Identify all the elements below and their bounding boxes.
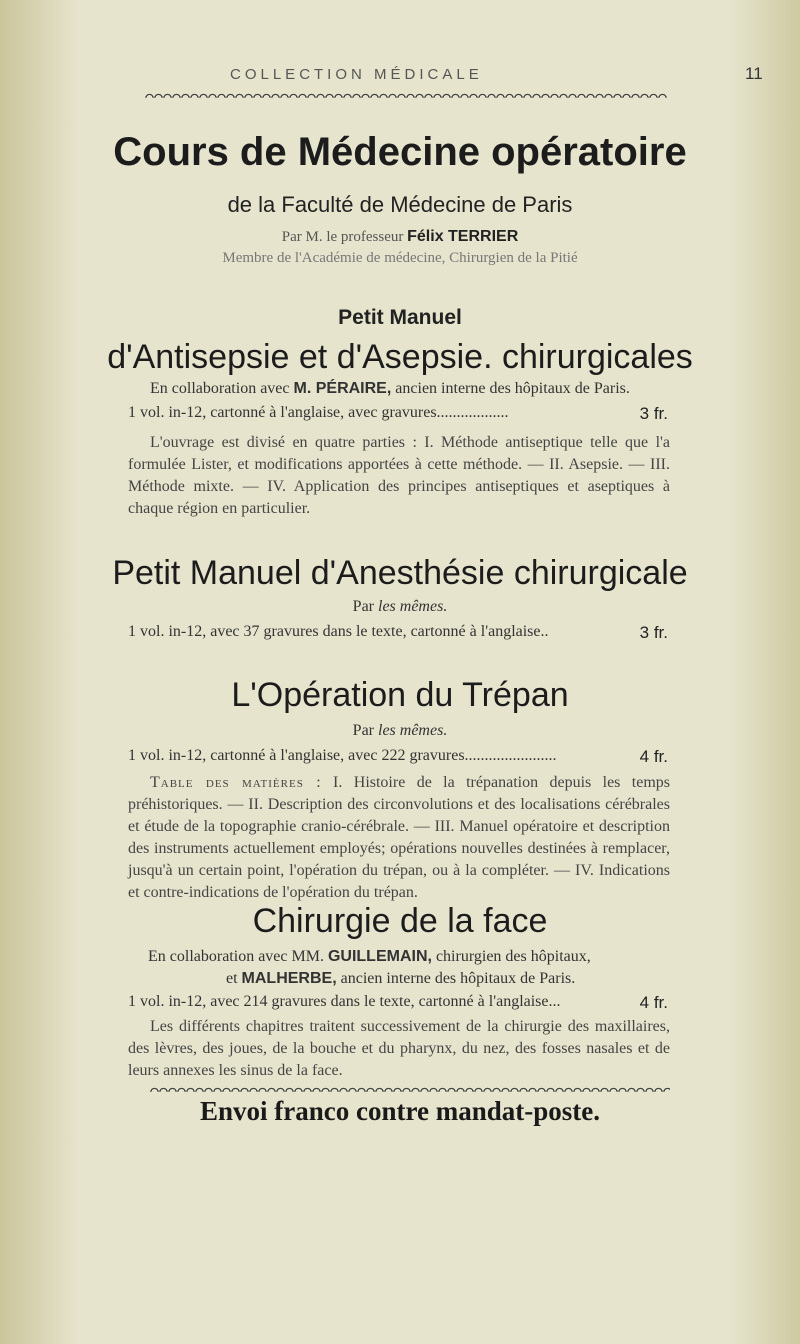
book4-format-row: 1 vol. in-12, avec 214 gravures dans le texte, cartonné à l'anglaise... 4 fr. bbox=[128, 993, 668, 1012]
running-header bbox=[0, 60, 800, 90]
book1-format-row: 1 vol. in-12, cartonné à l'anglaise, avec gravures.................. 3 fr. bbox=[128, 404, 668, 423]
book3-title: L'Opération du Trépan bbox=[231, 676, 569, 714]
book1-price: 3 fr. bbox=[639, 404, 668, 423]
author-prefix: Par M. le professeur bbox=[281, 229, 404, 245]
book3-price: 4 fr. bbox=[639, 747, 668, 766]
ornamental-rule-top bbox=[145, 92, 667, 98]
book4-collaboration-line1: En collaboration avec MM. GUILLEMAIN, chirurgien des hôpitaux, bbox=[148, 948, 591, 965]
author-title: Membre de l'Académie de médecine, Chirurgien de la Pitié bbox=[222, 250, 578, 266]
book3-byline: Par les mêmes. bbox=[352, 722, 448, 739]
book2-byline: Par les mêmes. bbox=[352, 598, 448, 615]
table-of-contents-label: Table des matières : bbox=[150, 774, 322, 791]
book1-title-small: Petit Manuel bbox=[338, 306, 462, 329]
book4-price: 4 fr. bbox=[639, 993, 668, 1012]
book4-description: Les différents chapitres traitent successivement de la chirurgie des maxillaires, des lèvres, des joues, de la bouche et du pharynx, du nez, des fosses nasales et de leurs annexes les sinus de la face. bbox=[128, 1018, 670, 1079]
book1-description: L'ouvrage est divisé en quatre parties : I. Méthode antiseptique telle que l'a formulée Lister, et modifications apportées à cette méthode. — II. Asepsie. — III. Méthode mixte. — IV. Application des principes antiseptiques et aseptiques à chaque région en particulier. bbox=[128, 434, 670, 517]
shipping-note: Envoi franco contre mandat-poste. bbox=[200, 1096, 600, 1126]
author-name: Félix TERRIER bbox=[407, 228, 519, 245]
book3-description: Table des matières : I. Histoire de la trépanation depuis les temps préhistoriques. — II. Description des circonvolutions et des localisations cérébrales et étude de la topographie cranio-cérébrale. — III. Manuel opératoire et description des instruments actuellement employés; opérations nouvelles destinées à remplacer, jusqu'à un certain point, l'opération du trépan, ou à la compléter. — IV. Indications et contre-indications de l'opération du trépan. bbox=[128, 774, 670, 901]
main-title: Cours de Médecine opératoire bbox=[113, 130, 687, 174]
book4-title: Chirurgie de la face bbox=[252, 902, 548, 940]
collection-title: COLLECTION MÉDICALE bbox=[230, 66, 483, 83]
book4-collaboration-line2: et MALHERBE, ancien interne des hôpitaux de Paris. bbox=[226, 970, 576, 987]
book1-collaboration: En collaboration avec M. PÉRAIRE, ancien interne des hôpitaux de Paris. bbox=[150, 380, 630, 397]
subtitle: de la Faculté de Médecine de Paris bbox=[227, 192, 573, 217]
book2-title: Petit Manuel d'Anesthésie chirurgicale bbox=[112, 554, 688, 592]
ornamental-rule-bottom bbox=[150, 1086, 670, 1092]
book3-format-row: 1 vol. in-12, cartonné à l'anglaise, avec 222 gravures....................... 4 fr. bbox=[128, 747, 668, 766]
book2-format-row: 1 vol. in-12, avec 37 gravures dans le texte, cartonné à l'anglaise.. 3 fr. bbox=[128, 623, 668, 642]
page-number: 11 bbox=[745, 64, 763, 83]
book2-price: 3 fr. bbox=[639, 623, 668, 642]
author-line bbox=[0, 228, 800, 246]
book1-title-big: d'Antisepsie et d'Asepsie. chirurgicales bbox=[107, 338, 693, 376]
